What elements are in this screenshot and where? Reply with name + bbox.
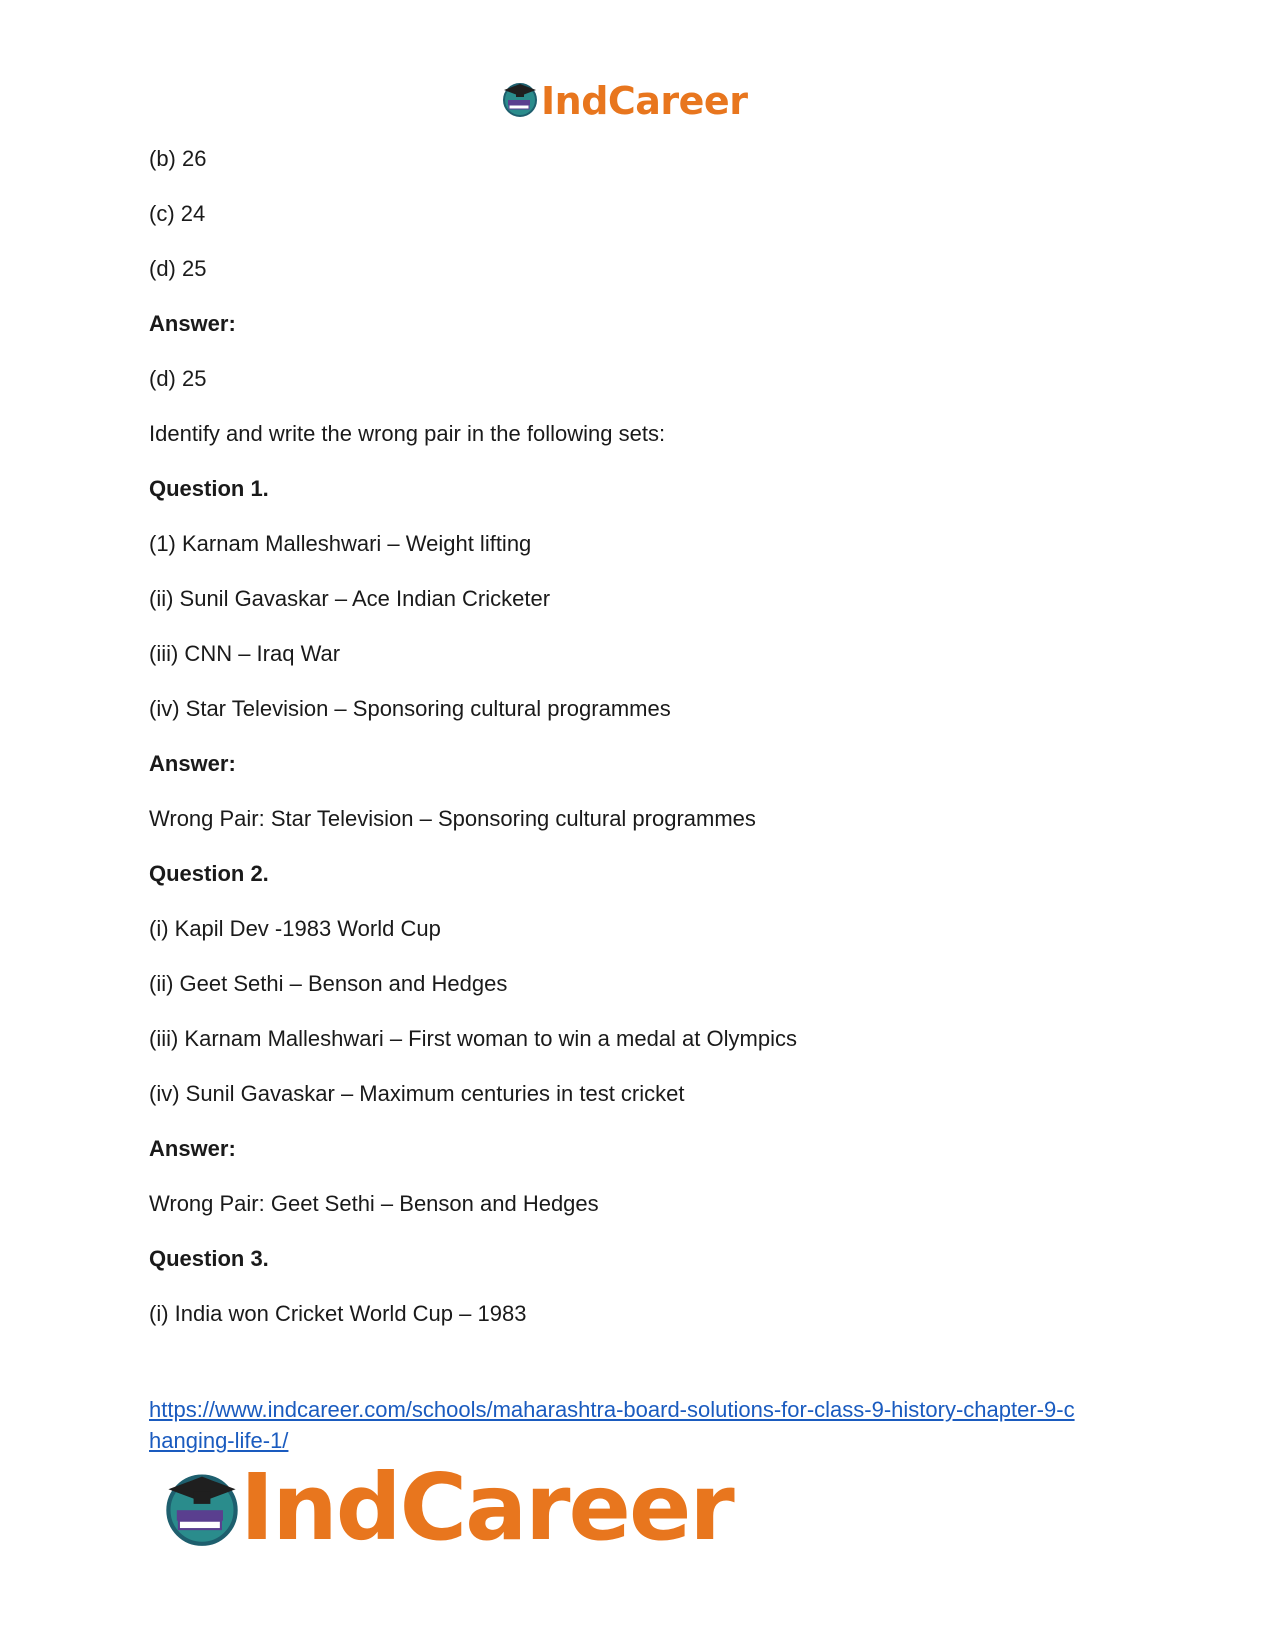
footer-logo-globe-icon	[160, 1464, 244, 1553]
answer-heading: Answer:	[149, 311, 236, 336]
source-link-block	[149, 1394, 1129, 1456]
header-logo-text: IndCareer	[541, 78, 748, 123]
pair-item: (1) Karnam Malleshwari – Weight lifting	[149, 531, 532, 556]
option-d: (d) 25	[149, 256, 207, 281]
logo-globe-icon	[500, 78, 540, 123]
pair-item: (i) India won Cricket World Cup – 1983	[149, 1301, 527, 1326]
document-body	[149, 146, 1129, 1356]
answer-text: (d) 25	[149, 366, 207, 391]
source-link[interactable]	[149, 1397, 1075, 1453]
pair-item: (iii) CNN – Iraq War	[149, 641, 341, 666]
footer-logo-text: IndCareer	[240, 1454, 733, 1561]
source-link-line-1: https://www.indcareer.com/schools/maharashtra-board-solutions-for-class-9-history-chapter-9-c	[149, 1397, 1075, 1422]
pair-item: (iv) Sunil Gavaskar – Maximum centuries in test cricket	[149, 1081, 685, 1106]
pair-item: (iii) Karnam Malleshwari – First woman to win a medal at Olympics	[149, 1026, 797, 1051]
section-instruction: Identify and write the wrong pair in the following sets:	[149, 421, 666, 446]
footer-logo	[160, 1454, 733, 1561]
question-heading: Question 2.	[149, 861, 269, 886]
answer-text: Wrong Pair: Star Television – Sponsoring cultural programmes	[149, 806, 756, 831]
pair-item: (iv) Star Television – Sponsoring cultural programmes	[149, 696, 671, 721]
answer-heading: Answer:	[149, 1136, 236, 1161]
pair-item: (ii) Geet Sethi – Benson and Hedges	[149, 971, 508, 996]
question-heading: Question 1.	[149, 476, 269, 501]
answer-heading: Answer:	[149, 751, 236, 776]
question-heading: Question 3.	[149, 1246, 269, 1271]
header-logo	[500, 78, 747, 123]
pair-item: (ii) Sunil Gavaskar – Ace Indian Cricketer	[149, 586, 551, 611]
option-b: (b) 26	[149, 146, 207, 171]
answer-text: Wrong Pair: Geet Sethi – Benson and Hedges	[149, 1191, 599, 1216]
pair-item: (i) Kapil Dev -1983 World Cup	[149, 916, 441, 941]
option-c: (c) 24	[149, 201, 206, 226]
source-link-line-2: hanging-life-1/	[149, 1428, 289, 1453]
